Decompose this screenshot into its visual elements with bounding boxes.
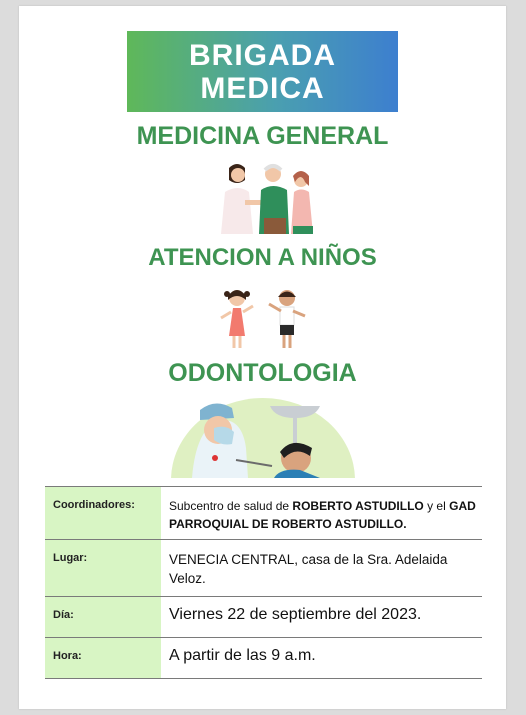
- banner-line-2: MEDICA: [200, 71, 325, 105]
- children-illustration: [215, 284, 313, 354]
- coordinators-text-2: y el: [423, 499, 450, 513]
- coordinators-bold-2: GAD PARROQUIAL DE ROBERTO ASTUDILLO.: [169, 499, 476, 531]
- banner-line-1: BRIGADA: [189, 38, 336, 72]
- title-banner: [127, 31, 398, 112]
- event-details-table: [45, 486, 482, 679]
- place-label: Lugar:: [45, 540, 161, 597]
- coordinators-value: [161, 487, 482, 540]
- section-heading-dental: ODONTOLOGIA: [168, 359, 357, 387]
- day-label: Día:: [45, 597, 161, 638]
- day-value: Viernes 22 de septiembre del 2023.: [161, 597, 482, 638]
- table-row: [45, 487, 482, 540]
- place-value: VENECIA CENTRAL, casa de la Sra. Adelaida Veloz.: [161, 540, 482, 597]
- time-label: Hora:: [45, 638, 161, 679]
- time-value: A partir de las 9 a.m.: [161, 638, 482, 679]
- coordinators-text-1: Subcentro de salud de: [169, 499, 293, 513]
- table-row: [45, 638, 482, 679]
- section-heading-children: ATENCION A NIÑOS: [148, 244, 377, 271]
- coordinators-bold-1: ROBERTO ASTUDILLO: [292, 499, 424, 513]
- section-heading-general-medicine: MEDICINA GENERAL: [136, 122, 389, 150]
- table-row: [45, 540, 482, 597]
- dentist-patient-illustration: [170, 398, 356, 478]
- coordinators-label: Coordinadores:: [45, 487, 161, 540]
- doctor-elderly-patient-illustration: [209, 160, 319, 236]
- flyer-page: [19, 6, 506, 709]
- table-row: [45, 597, 482, 638]
